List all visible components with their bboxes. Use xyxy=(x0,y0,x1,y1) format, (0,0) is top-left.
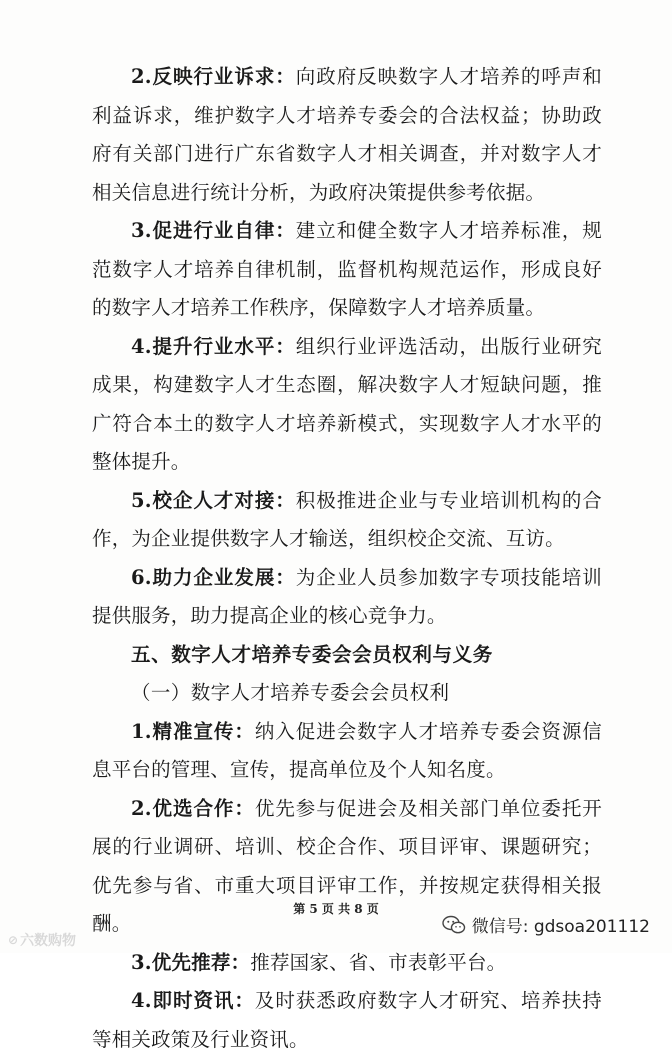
right-lead: 1.精准宣传： xyxy=(131,719,255,743)
paragraph-lead: 2.反映行业诉求： xyxy=(131,65,296,88)
paragraph-industry-self-discipline xyxy=(92,212,602,328)
right-text: 推荐国家、省、市表彰平台。 xyxy=(250,950,507,974)
right-priority-recommendation xyxy=(92,944,602,983)
wechat-icon xyxy=(442,915,466,935)
wechat-id xyxy=(442,912,650,937)
paragraph-school-enterprise xyxy=(92,482,602,559)
right-text: 优先参与促进会及相关部门单位委托开展的行业调研、培训、校企合作、项目评审、课题研究；优先参与省、市重大项目评审工作，并按规定获得相关报酬。 xyxy=(92,796,602,935)
subsection-heading: （一）数字人才培养专委会会员权利 xyxy=(131,681,450,704)
right-precise-publicity xyxy=(92,713,602,790)
paragraph-text: 向政府反映数字人才培养的呼声和利益诉求，维护数字人才培养专委会的合法权益；协助政府有关部门进行广东省数字人才相关调查，并对数字人才相关信息进行统计分析，为政府决策提供参考依据。 xyxy=(92,65,602,204)
right-text: 纳入促进会数字人才培养专委会资源信息平台的管理、宣传，提高单位及个人知名度。 xyxy=(92,719,602,781)
paragraph-lead: 3.促进行业自律： xyxy=(131,219,296,242)
right-lead: 4.即时资讯： xyxy=(131,989,255,1012)
right-instant-news xyxy=(92,982,602,1059)
right-lead: 3.优先推荐： xyxy=(131,950,251,974)
watermark-logo-icon: ⊘ xyxy=(8,933,19,947)
paragraph-lead: 5.校企人才对接： xyxy=(131,488,296,512)
watermark-text: 六数购物 xyxy=(20,933,77,949)
right-text: 及时获悉政府数字人才研究、培养扶持等相关政策及行业资讯。 xyxy=(92,989,602,1051)
paragraph-text: 建立和健全数字人才培养标准，规范数字人才培养自律机制，监督机构规范运作，形成良好的数字人才培养工作秩序，保障数字人才培养质量。 xyxy=(92,219,602,319)
paragraph-industry-level xyxy=(92,328,602,482)
paragraph-industry-appeal xyxy=(92,58,602,212)
paragraph-enterprise-development xyxy=(92,559,602,636)
paragraph-lead: 4.提升行业水平： xyxy=(131,334,296,358)
watermark xyxy=(8,930,76,950)
page-number: 第 5 页 共 8 页 xyxy=(293,902,379,916)
right-lead: 2.优选合作： xyxy=(131,796,255,820)
paragraph-text: 组织行业评选活动，出版行业研究成果，构建数字人才生态圈，解决数字人才短缺问题，推广符合本土的数字人才培养新模式，实现数字人才水平的整体提升。 xyxy=(92,334,602,473)
section-heading: 五、数字人才培养专委会会员权利与义务 xyxy=(131,642,493,666)
paragraph-text: 积极推进企业与专业培训机构的合作，为企业提供数字人才输送，组织校企交流、互访。 xyxy=(92,488,602,550)
wechat-label: 微信号: gdsoa201112 xyxy=(471,917,650,937)
paragraph-text: 为企业人员参加数字专项技能培训提供服务，助力提高企业的核心竞争力。 xyxy=(92,565,602,627)
paragraph-lead: 6.助力企业发展： xyxy=(131,565,296,589)
